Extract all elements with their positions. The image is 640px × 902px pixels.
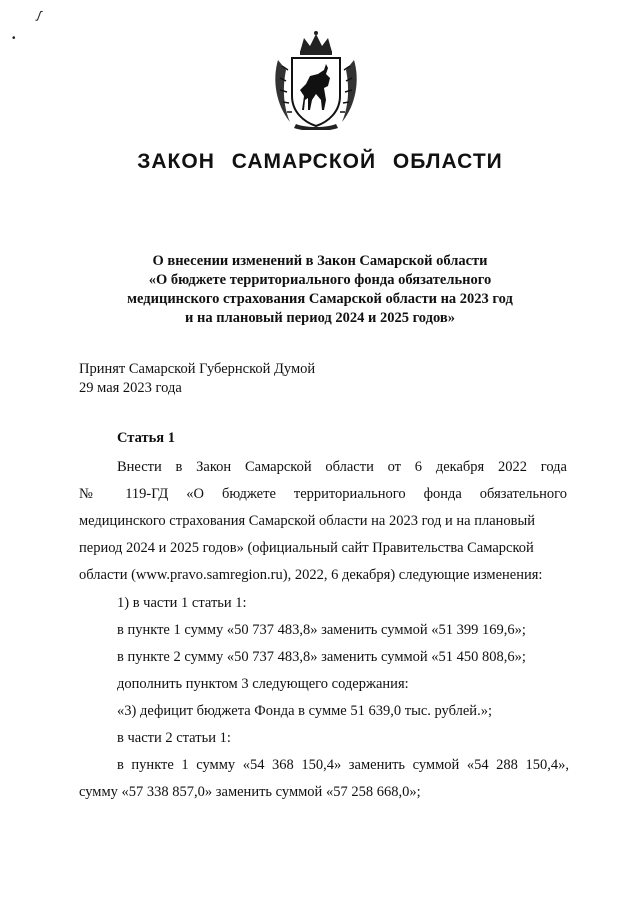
samara-oblast-coat-of-arms-icon — [270, 30, 362, 130]
adoption-date: 29 мая 2023 года — [79, 380, 182, 396]
subject-line: «О бюджете территориального фонда обязательного — [148, 272, 492, 288]
article-line: дополнить пунктом 3 следующего содержания: — [117, 676, 409, 692]
article-line: сумму «57 338 857,0» заменить суммой «57 258 668,0»; — [79, 784, 421, 800]
article-line: Внести в Закон Самарской области от 6 декабря 2022 года — [117, 459, 567, 475]
adoption-body: Принят Самарской Губернской Думой — [79, 361, 316, 377]
article-line: в части 2 статьи 1: — [117, 730, 231, 746]
subject-line: и на плановый период 2024 и 2025 годов» — [185, 310, 455, 326]
article-line: в пункте 2 сумму «50 737 483,8» заменить суммой «51 450 808,6»; — [117, 649, 526, 665]
article-line: период 2024 и 2025 годов» (официальный сайт Правительства Самарской — [79, 540, 534, 556]
scan-artifact-mark: ʃ — [35, 7, 43, 23]
scan-artifact-dot: • — [12, 33, 16, 44]
article-line: в пункте 1 сумму «50 737 483,8» заменить суммой «51 399 169,6»; — [117, 622, 526, 638]
subject-line: медицинского страхования Самарской области на 2023 год — [127, 291, 513, 307]
article-line: в пункте 1 сумму «54 368 150,4» заменить суммой «54 288 150,4», — [117, 757, 569, 773]
article-line: медицинского страхования Самарской области на 2023 год и на плановый — [79, 513, 535, 529]
article-line: 1) в части 1 статьи 1: — [117, 595, 247, 611]
law-title: ЗАКОН САМАРСКОЙ ОБЛАСТИ — [137, 150, 503, 173]
law-subject — [60, 252, 580, 328]
article-line: «3) дефицит бюджета Фонда в сумме 51 639,0 тыс. рублей.»; — [117, 703, 492, 719]
subject-line: О внесении изменений в Закон Самарской области — [152, 253, 488, 269]
adoption-info — [79, 360, 315, 398]
article-line: № 119-ГД «О бюджете территориального фонда обязательного — [79, 486, 567, 502]
article-line: области (www.pravo.samregion.ru), 2022, 6 декабря) следующие изменения: — [79, 567, 543, 583]
article-heading: Статья 1 — [117, 430, 175, 446]
